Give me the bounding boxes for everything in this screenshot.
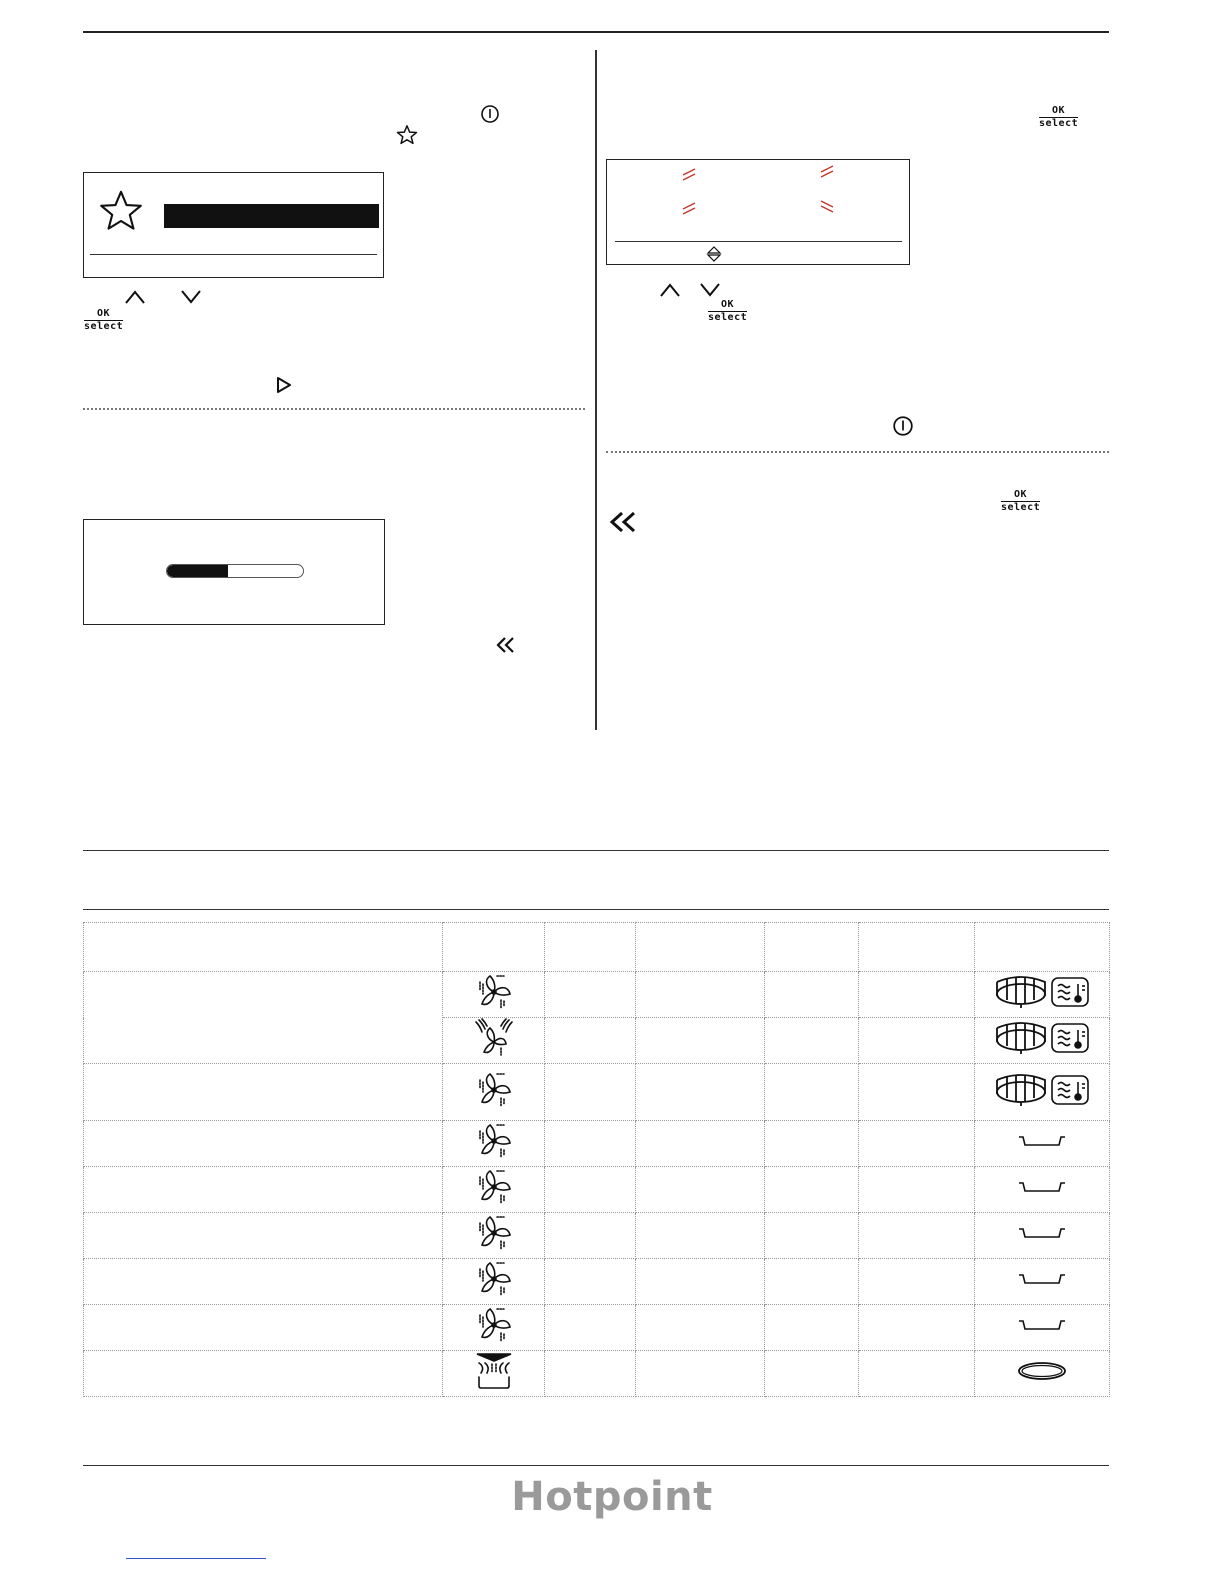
ok-label: OK (1001, 490, 1040, 502)
ok-label: OK (1039, 106, 1078, 118)
progress-bar-fill (167, 565, 228, 577)
recipe-cell (84, 1167, 443, 1213)
header-cell-col5 (765, 923, 859, 972)
chevron-down-icon[interactable] (699, 282, 721, 298)
value-cell (765, 1259, 859, 1305)
fan-steam-icon (474, 972, 514, 1012)
edit-marker (681, 168, 697, 182)
accessory-cell (975, 1064, 1110, 1121)
probe-icon (1050, 1022, 1090, 1054)
function-cell (443, 1351, 545, 1397)
baking-tray-icon (1017, 1318, 1067, 1332)
baking-tray-icon (1017, 1180, 1067, 1194)
recipe-cell (84, 1259, 443, 1305)
wire-shelf-icon (994, 1020, 1048, 1056)
value-cell (545, 1259, 636, 1305)
value-cell (636, 972, 765, 1018)
function-cell (443, 972, 545, 1018)
edit-marker (819, 165, 835, 179)
top-rule (83, 31, 1109, 33)
value-cell (545, 972, 636, 1018)
table-row (84, 1213, 1110, 1259)
baking-tray-icon (1017, 1226, 1067, 1240)
chevron-up-icon[interactable] (124, 289, 146, 305)
table-row (84, 1305, 1110, 1351)
fan-steam-icon (474, 1070, 514, 1110)
value-cell (636, 1064, 765, 1121)
value-cell (765, 1351, 859, 1397)
wire-shelf-probe-icon (994, 1020, 1090, 1056)
accessory-cell (975, 1351, 1110, 1397)
table-row (84, 1351, 1110, 1397)
progress-bar (166, 564, 304, 578)
footer-rule (83, 1465, 1109, 1466)
select-label: select (84, 321, 124, 332)
function-cell (443, 1259, 545, 1305)
power-icon (480, 104, 500, 124)
value-cell (859, 1018, 975, 1064)
star-icon (98, 187, 144, 235)
ok-select-button[interactable] (1039, 106, 1078, 129)
value-cell (636, 1121, 765, 1167)
value-cell (545, 1064, 636, 1121)
recipe-cell (84, 972, 443, 1064)
accessory-cell (975, 1259, 1110, 1305)
edit-marker (819, 200, 835, 214)
section-divider-right (606, 451, 1109, 453)
ok-select-button[interactable] (1001, 490, 1040, 513)
fan-steam-icon (474, 1305, 514, 1345)
accessory-cell (975, 1018, 1110, 1064)
value-cell (636, 1259, 765, 1305)
select-label: select (708, 312, 748, 323)
accessory-cell (975, 1121, 1110, 1167)
select-label: select (1001, 502, 1041, 513)
wire-shelf-probe-icon (994, 1072, 1090, 1108)
wire-shelf-icon (994, 974, 1048, 1010)
value-cell (765, 1167, 859, 1213)
accessory-cell (975, 972, 1110, 1018)
table-section-header-rule (83, 909, 1109, 910)
edit-marker (681, 202, 697, 216)
value-cell (765, 1064, 859, 1121)
value-cell (859, 1259, 975, 1305)
value-cell (636, 1351, 765, 1397)
function-cell (443, 1121, 545, 1167)
value-cell (545, 1351, 636, 1397)
value-cell (636, 1167, 765, 1213)
play-icon[interactable] (276, 376, 292, 394)
table-row (84, 1064, 1110, 1121)
recipe-cell (84, 1213, 443, 1259)
accessory-cell (975, 1213, 1110, 1259)
fan-steam-icon (474, 1259, 514, 1299)
round-dish-icon (1016, 1360, 1068, 1382)
fan-steam-icon (474, 1167, 514, 1207)
value-cell (765, 1121, 859, 1167)
value-cell (859, 1305, 975, 1351)
recipe-cell (84, 1064, 443, 1121)
value-cell (545, 1213, 636, 1259)
table-row (84, 972, 1110, 1018)
value-cell (545, 1018, 636, 1064)
value-cell (765, 972, 859, 1018)
function-cell (443, 1305, 545, 1351)
fan-steam-waves-icon (472, 1018, 516, 1058)
recipe-cell (84, 1121, 443, 1167)
chevron-down-icon[interactable] (180, 289, 202, 305)
value-cell (545, 1121, 636, 1167)
selection-highlight-bar (164, 204, 379, 228)
accessory-cell (975, 1305, 1110, 1351)
function-cell (443, 1018, 545, 1064)
value-cell (636, 1305, 765, 1351)
probe-icon (1050, 1074, 1090, 1106)
table-row (84, 1259, 1110, 1305)
grill-icon (473, 1351, 515, 1391)
recipe-cell (84, 1351, 443, 1397)
recipe-cell (84, 1305, 443, 1351)
display-separator (90, 254, 377, 255)
table-section-top-rule (83, 850, 1109, 851)
header-cell-col3 (545, 923, 636, 972)
function-cell (443, 1213, 545, 1259)
star-icon (396, 124, 418, 146)
brand-logo: Hotpoint (511, 1474, 713, 1520)
double-chevron-left-icon[interactable] (607, 511, 639, 533)
settings-display (606, 159, 910, 265)
ok-select-button[interactable] (708, 300, 747, 323)
function-cell (443, 1167, 545, 1213)
value-cell (859, 1064, 975, 1121)
favourite-display (83, 172, 384, 278)
value-cell (545, 1305, 636, 1351)
chevron-up-icon[interactable] (659, 282, 681, 298)
header-cell-recipe (84, 923, 443, 972)
function-cell (443, 1064, 545, 1121)
footer-link-underline[interactable] (126, 1558, 266, 1559)
value-cell (765, 1213, 859, 1259)
baking-tray-icon (1017, 1272, 1067, 1286)
ok-select-button[interactable] (84, 309, 123, 332)
up-down-arrows-icon (706, 246, 722, 262)
value-cell (765, 1018, 859, 1064)
double-chevron-left-icon[interactable] (494, 636, 516, 654)
ok-label: OK (84, 309, 123, 321)
fan-steam-icon (474, 1213, 514, 1253)
table-header-row (84, 923, 1110, 972)
progress-display (83, 519, 385, 625)
value-cell (636, 1213, 765, 1259)
accessory-cell (975, 1167, 1110, 1213)
wire-shelf-icon (994, 1072, 1048, 1108)
table-row (84, 1121, 1110, 1167)
value-cell (859, 972, 975, 1018)
value-cell (859, 1213, 975, 1259)
header-cell-col6 (859, 923, 975, 972)
column-divider (595, 50, 597, 730)
probe-icon (1050, 976, 1090, 1008)
section-divider-left (83, 408, 585, 410)
fan-steam-icon (474, 1121, 514, 1161)
ok-label: OK (708, 300, 747, 312)
value-cell (859, 1351, 975, 1397)
program-table (83, 922, 1110, 1397)
value-cell (765, 1305, 859, 1351)
header-cell-function (443, 923, 545, 972)
value-cell (545, 1167, 636, 1213)
wire-shelf-probe-icon (994, 974, 1090, 1010)
baking-tray-icon (1017, 1134, 1067, 1148)
value-cell (859, 1167, 975, 1213)
value-cell (636, 1018, 765, 1064)
power-icon[interactable] (892, 415, 914, 437)
value-cell (859, 1121, 975, 1167)
header-cell-accessory (975, 923, 1110, 972)
table-row (84, 1167, 1110, 1213)
header-cell-col4 (636, 923, 765, 972)
display-separator (615, 241, 902, 242)
select-label: select (1039, 118, 1079, 129)
